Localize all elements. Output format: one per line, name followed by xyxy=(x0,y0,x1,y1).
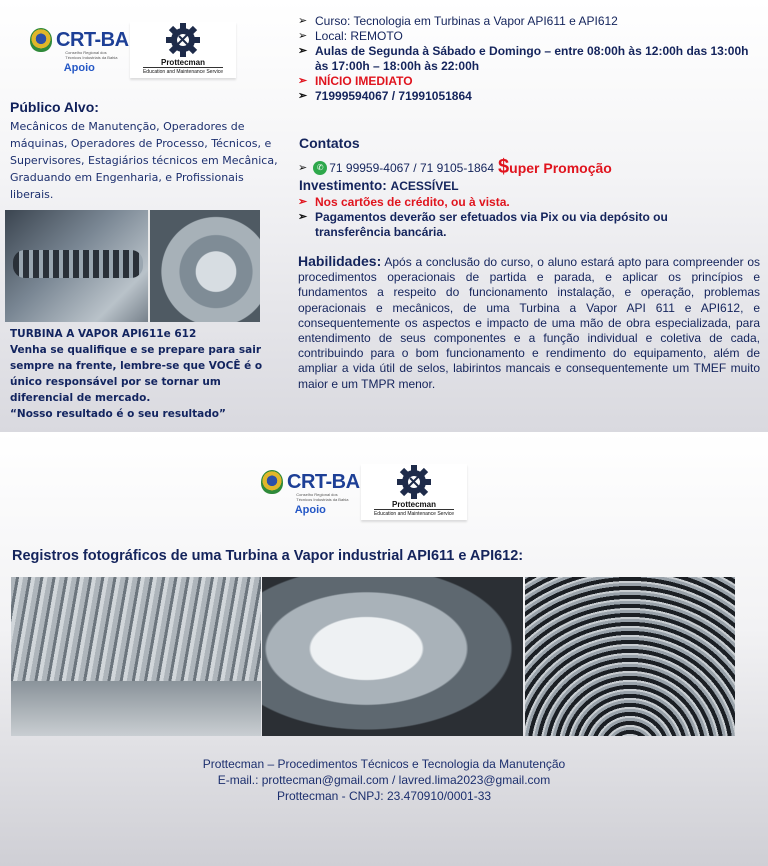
crt-ba-subtitle: Conselho Regional dos Técnicos Industriais da Bahia xyxy=(296,492,349,502)
crest-icon xyxy=(261,470,283,494)
whatsapp-icon: ✆ xyxy=(313,161,327,175)
list-item xyxy=(298,29,760,44)
habilidades-block xyxy=(298,254,760,392)
gear-icon xyxy=(163,22,203,58)
arrow-bullet-icon: ➢ xyxy=(298,15,308,27)
prottecman-logo-bottom xyxy=(361,464,467,520)
arrow-bullet-icon: ➢ xyxy=(298,30,308,42)
turbina-block xyxy=(10,326,286,422)
quote-text: “Nosso resultado é o seu resultado” xyxy=(10,408,226,420)
turbina-text: Venha se qualifique e se prepare para sair sempre na frente, lembre-se que VOCÊ é o único responsável por se tornar um diferencial de mercado. xyxy=(10,344,263,404)
habilidades-text: Após a conclusão do curso, o aluno estará apto para compreender os procedimentos operacionais de partida e parada, e aplicar os princípios e fundamentos a respeito do funcionamento instalação, e operação, problemas operacionais e mecânicos, de uma Turbina a Vapor API 611 e API612, e consequentemente os aspectos e impacto de uma mão de obra especializada, para entendimento de seus componentes e a função individual e coletiva de cada, contribuindo para o bom funcionamento e rendimento do equipamento, além de ampliar a vida útil de selos, labirintos mancais e consequentemente um TMEF muito maior e um TMPR menor. xyxy=(298,255,760,391)
course-phones: 71999594067 / 71991051864 xyxy=(315,89,472,103)
footer-line-email[interactable]: E-mail.: prottecman@gmail.com / lavred.lima2023@gmail.com xyxy=(217,773,551,787)
promo-dollar: $ xyxy=(498,156,510,178)
arrow-bullet-icon: ➢ xyxy=(298,196,308,208)
contatos-title: Contatos xyxy=(299,135,360,151)
turbine-blades-photo xyxy=(525,577,735,736)
arrow-bullet-icon: ➢ xyxy=(298,90,308,102)
list-item xyxy=(298,210,738,240)
arrow-bullet-icon: ➢ xyxy=(298,162,308,174)
apoio-label: Apoio xyxy=(63,62,95,74)
prottecman-logo xyxy=(130,22,236,78)
registros-title: Registros fotográficos de uma Turbina a Vapor industrial API611 e API612: xyxy=(12,548,524,564)
rotor-shape xyxy=(13,250,143,278)
list-item xyxy=(298,74,760,89)
contact-phones[interactable]: 71 99959-4067 / 71 9105-1864 xyxy=(329,160,495,175)
turbine-rotor-photo xyxy=(11,577,261,736)
turbine-casing-photo xyxy=(150,210,260,322)
list-item xyxy=(298,195,738,210)
footer-line-company: Prottecman – Procedimentos Técnicos e Tecnologia da Manutenção xyxy=(202,757,566,771)
prottecman-tagline: Education and Maintenance Service xyxy=(142,69,224,75)
turbine-casing-photo-bottom xyxy=(262,577,523,736)
arrow-bullet-icon: ➢ xyxy=(298,45,308,57)
turbine-photo-left xyxy=(5,210,260,322)
investimento-label: Investimento: xyxy=(299,178,387,193)
course-name: Curso: Tecnologia em Turbinas a Vapor API611 e API612 xyxy=(315,14,618,28)
prottecman-tagline: Education and Maintenance Service xyxy=(373,511,455,517)
publico-alvo-text: Mecânicos de Manutenção, Operadores de máquinas, Operadores de Processo, Técnicos, e Supervisores, Estagiários técnicos em Mecânica, Graduando em Engenharia, e Profissionais liberais. xyxy=(10,120,278,201)
footer xyxy=(0,756,768,804)
payment-list xyxy=(298,195,738,240)
investimento-heading xyxy=(299,178,459,193)
super-promocao-badge xyxy=(498,156,612,179)
arrow-bullet-icon: ➢ xyxy=(298,211,308,223)
crest-icon xyxy=(30,28,52,52)
course-schedule: Aulas de Segunda à Sábado e Domingo – entre 08:00h às 12:00h das 13:00h às 17:00h – 18:00h às 22:00h xyxy=(315,44,749,73)
course-start: INÍCIO IMEDIATO xyxy=(315,74,413,88)
rotor-base xyxy=(11,681,261,736)
prottecman-name: Prottecman xyxy=(160,58,205,67)
contact-line xyxy=(298,156,760,179)
crt-ba-text: CRT-BA xyxy=(56,28,129,51)
apoio-label: Apoio xyxy=(294,504,326,516)
top-section xyxy=(0,0,768,432)
payment-cards: Nos cartões de crédito, ou à vista. xyxy=(315,195,510,209)
crt-ba-logo xyxy=(30,28,129,74)
turbina-title: TURBINA A VAPOR API611e 612 xyxy=(10,328,197,340)
investimento-value: ACESSÍVEL xyxy=(390,179,459,193)
course-location: Local: REMOTO xyxy=(315,29,403,43)
course-info-list xyxy=(298,14,760,104)
habilidades-title: Habilidades: xyxy=(298,253,382,269)
promo-text: uper Promoção xyxy=(509,160,612,176)
payment-pix: Pagamentos deverão ser efetuados via Pix ou via depósito ou transferência bancária. xyxy=(315,210,668,239)
crt-ba-logo-bottom xyxy=(261,470,360,516)
arrow-bullet-icon: ➢ xyxy=(298,75,308,87)
crt-ba-subtitle: Conselho Regional dos Técnicos Industriais da Bahia xyxy=(65,50,118,60)
prottecman-name: Prottecman xyxy=(391,500,436,509)
gear-icon xyxy=(394,464,434,500)
list-item xyxy=(298,89,760,104)
list-item xyxy=(298,14,760,29)
publico-alvo-title: Público Alvo: xyxy=(10,99,99,115)
footer-line-cnpj: Prottecman - CNPJ: 23.470910/0001-33 xyxy=(276,789,492,803)
crt-ba-text: CRT-BA xyxy=(287,470,360,493)
list-item xyxy=(298,44,760,74)
